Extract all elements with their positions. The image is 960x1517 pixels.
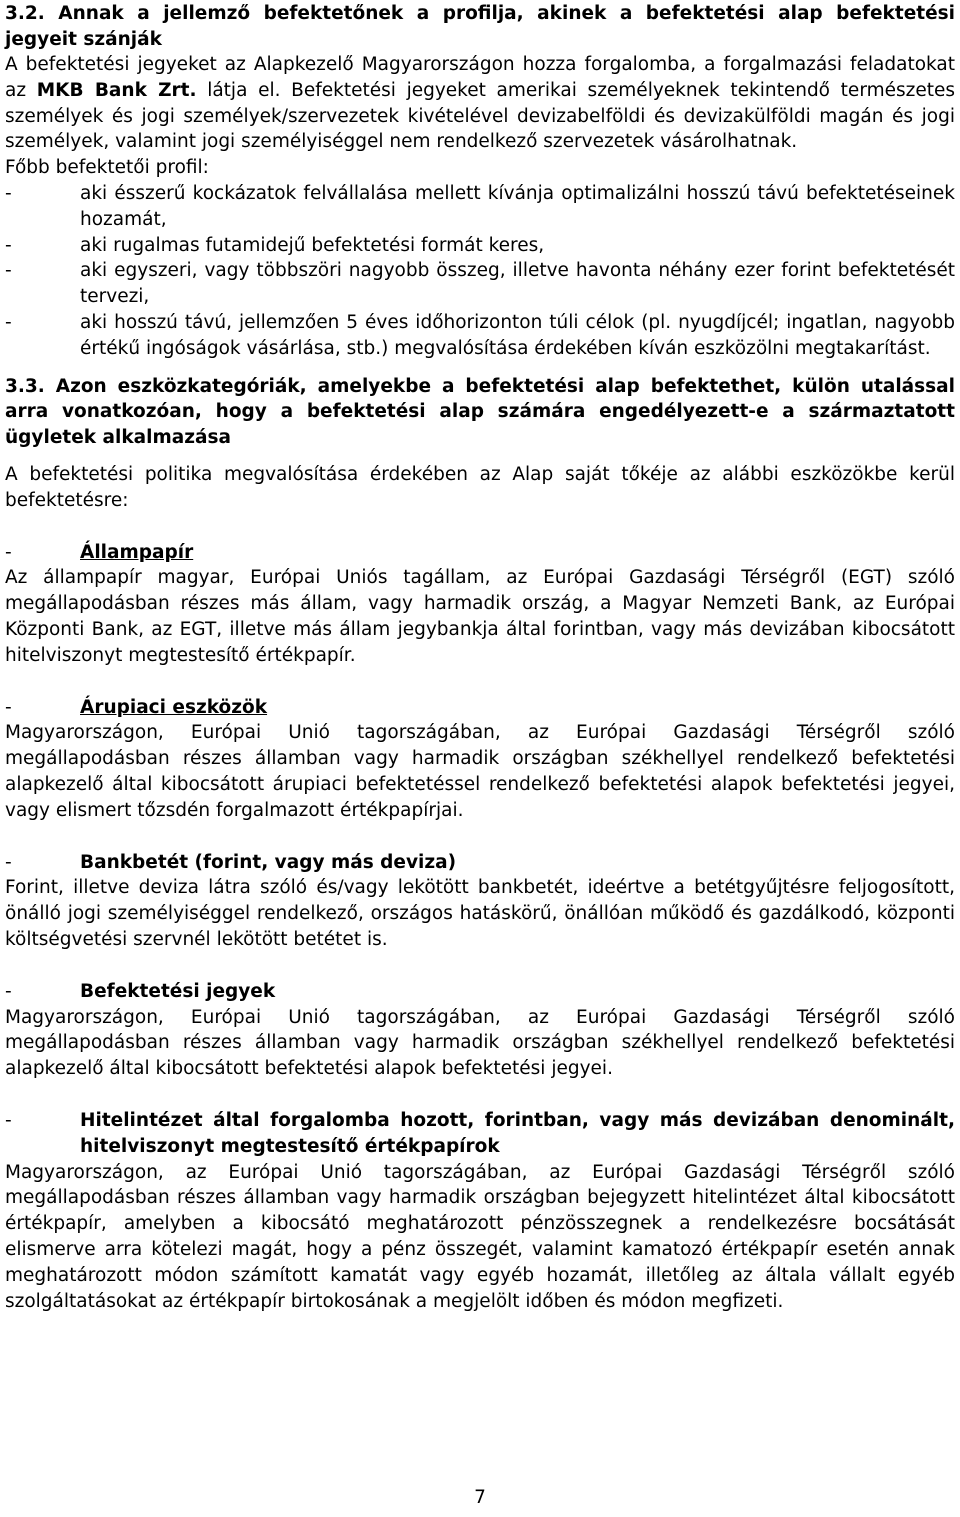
category-title-text: Árupiaci eszközök [80,696,268,718]
intro-text-part2: látja el. Befektetési jegyeket amerikai személyeknek tekintendő természetes személyek és jogi személyek/szervezetek kivételével devizabelföldi és devizakülföldi magán és jogi személyek, valamint jogi személyiséggel nem rendelkező szervezetek vásárolhatnak. [5,79,956,153]
category-dash: - [5,980,12,1002]
category-block [5,695,955,824]
category-title [5,540,955,566]
section-3-3-intro: A befektetési politika megvalósítása érdekében az Alap saját tőkéje az alábbi eszközökbe kerül befektetésre: [5,464,955,511]
category-text: Magyarországon, az Európai Unió tagországában, az Európai Gazdasági Térségről szóló megállapodásban részes államban vagy harmadik országban bejegyzett hitelintézet által kibocsátott értékpapír, amelyben a kibocsátó meghatározott pénzösszegnek a rendelkezésre bocsátását elismerve arra kötelezi magát, hogy a pénz összegét, valamint kamatozó értékpapír esetén annak meghatározott módon számított kamatát vagy egyéb hozamát, illetőleg az általa vállalt egyéb szolgáltatásokat az értékpapír birtokosának a megjelölt időben és módon megfizeti. [5,1161,955,1312]
list-dash: - [5,311,12,333]
profile-item-text: aki egyszeri, vagy többszöri nagyobb összeg, illetve havonta néhány ezer forint befektetését tervezi, [80,260,955,308]
list-dash: - [5,234,12,256]
profile-item-text: aki rugalmas futamidejű befektetési formát keres, [80,234,545,256]
profile-list-item [5,233,955,259]
list-dash: - [5,182,12,204]
category-text: Forint, illetve deviza látra szóló és/vagy lekötött bankbetét, ideértve a betétgyűjtésre feljogosított, önálló jogi személyiséggel rendelkező, országos hatáskörű, önállóan működő és gazdálkodó, központi költségvetési szervnél lekötött betétet is. [5,877,955,951]
category-dash: - [5,541,12,563]
category-block [5,979,955,1082]
category-block [5,540,955,669]
section-heading-3-2: 3.2. Annak a jellemző befektetőnek a profilja, akinek a befektetési alap befektetési jegyeit szánják [5,3,955,50]
category-title-text: Bankbetét (forint, vagy más deviza) [80,851,457,873]
list-dash: - [5,260,12,282]
intro-bank-name: MKB Bank Zrt. [36,79,197,101]
profile-list-item [5,181,955,233]
category-text: Az állampapír magyar, Európai Uniós tagállam, az Európai Gazdasági Térségről (EGT) szóló megállapodásban részes más állam, vagy harmadik ország, a Magyar Nemzeti Bank, az Európai Központi Bank, az EGT, illetve más állam jegybankja által forintban, vagy más devizában kibocsátott hitelviszonyt megtestesítő értékpapír. [5,567,955,666]
category-title-text: Hitelintézet által forgalomba hozott, forintban, vagy más devizában denominált, hitelviszonyt megtestesítő értékpapírok [80,1110,955,1157]
category-block [5,850,955,953]
category-text: Magyarországon, Európai Unió tagországában, az Európai Gazdasági Térségről szóló megállapodásban részes államban vagy harmadik országban székhellyel rendelkező befektetési alapkezelő által kibocsátott befektetési alapok befektetési jegyei. [5,1006,955,1080]
category-dash: - [5,851,12,873]
category-title [5,850,955,876]
category-text: Magyarországon, Európai Unió tagországában, az Európai Gazdasági Térségről szóló megállapodásban részes államban vagy harmadik országban székhellyel rendelkező befektetési alapkezelő által kibocsátott árupiaci befektetéssel rendelkező befektetési alapok befektetési jegyei, vagy elismert tőzsdén forgalmazott értékpapírjai. [5,722,955,821]
section-heading-3-3: 3.3. Azon eszközkategóriák, amelyekbe a befektetési alap befektethet, külön utalással arra vonatkozóan, hogy a befektetési alap számára engedélyezett-e a származtatott ügyletek alkalmazása [5,375,955,448]
page-number: 7 [474,1487,486,1508]
profile-list-item [5,310,955,362]
profile-item-text: aki hosszú távú, jellemzően 5 éves időhorizonton túli célok (pl. nyugdíjcél; ingatlan, nagyobb értékű ingóságok vásárlása, stb.) megvalósítása érdekében kíván eszközölni megtakarítást. [80,311,955,359]
profile-list [5,181,955,362]
profile-item-text: aki ésszerű kockázatok felvállalása mellett kívánja optimalizálni hosszú távú befektetéseinek hozamát, [80,182,955,230]
category-title [5,1108,955,1160]
category-title-text: Állampapír [80,541,194,563]
category-title [5,979,955,1005]
document-page [5,0,955,1314]
category-block [5,1108,955,1314]
profile-list-item [5,258,955,310]
profile-label: Főbb befektetői profil: [5,157,209,179]
category-title [5,695,955,721]
category-dash: - [5,1110,12,1131]
category-title-text: Befektetési jegyek [80,980,276,1002]
category-dash: - [5,696,12,718]
intro-text-part1: A befektetési jegyeket az Alapkezelő Magyarországon hozza forgalomba, a forgalmazási feladatokat az [5,54,955,101]
section-3-2-intro [5,52,955,155]
